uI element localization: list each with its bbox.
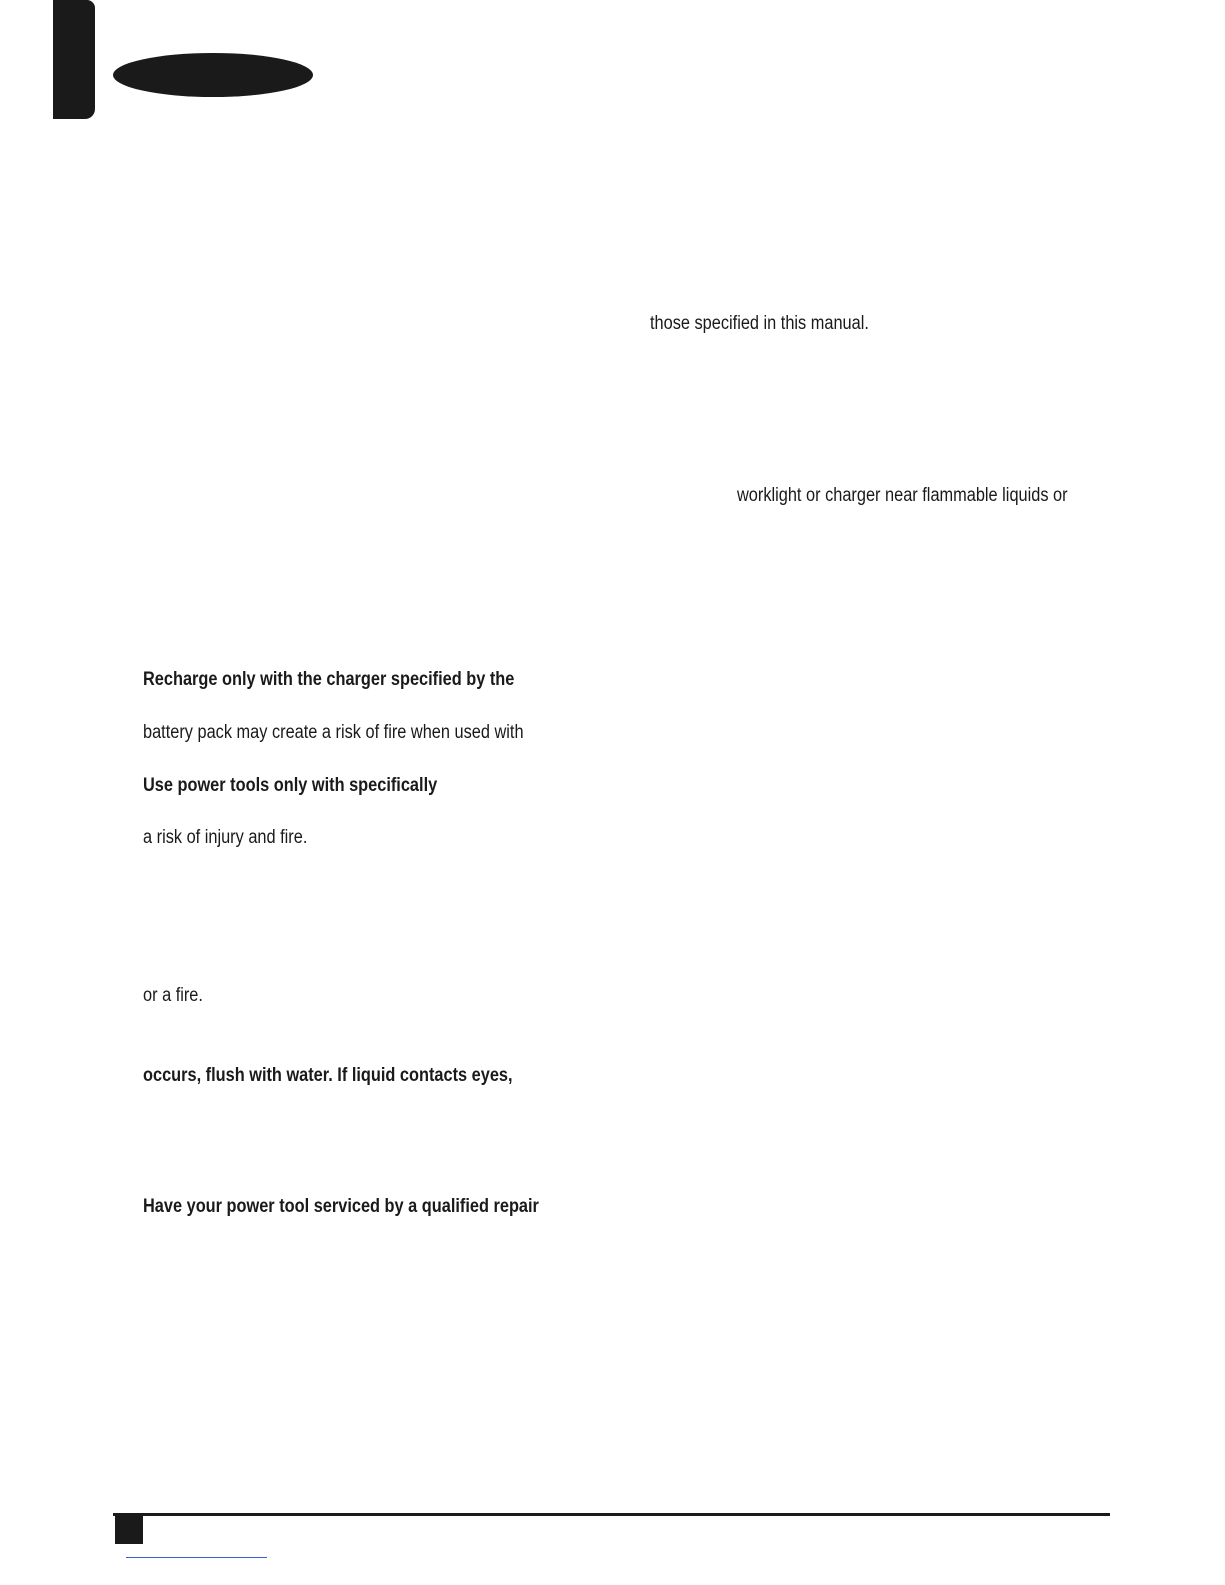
text-line-use-power-tools: Use power tools only with specifically — [143, 775, 438, 796]
text-line-battery-fire-risk: battery pack may create a risk of fire when used with — [143, 722, 524, 743]
text-line-flammable-liquids: worklight or charger near flammable liquids or — [737, 485, 1068, 506]
language-side-tab — [53, 0, 95, 119]
footer-link-underline[interactable] — [126, 1557, 267, 1558]
text-line-specified-manual: those specified in this manual. — [650, 313, 869, 334]
page-number-box — [115, 1516, 143, 1544]
section-header-pill — [113, 53, 313, 97]
text-line-risk-injury-fire: a risk of injury and fire. — [143, 827, 308, 848]
footer-rule — [113, 1513, 1110, 1516]
text-line-or-a-fire: or a fire. — [143, 985, 203, 1006]
text-line-serviced-qualified-repair: Have your power tool serviced by a qualified repair — [143, 1196, 539, 1217]
text-line-flush-with-water: occurs, flush with water. If liquid contacts eyes, — [143, 1065, 513, 1086]
text-line-recharge-charger: Recharge only with the charger specified by the — [143, 669, 515, 690]
